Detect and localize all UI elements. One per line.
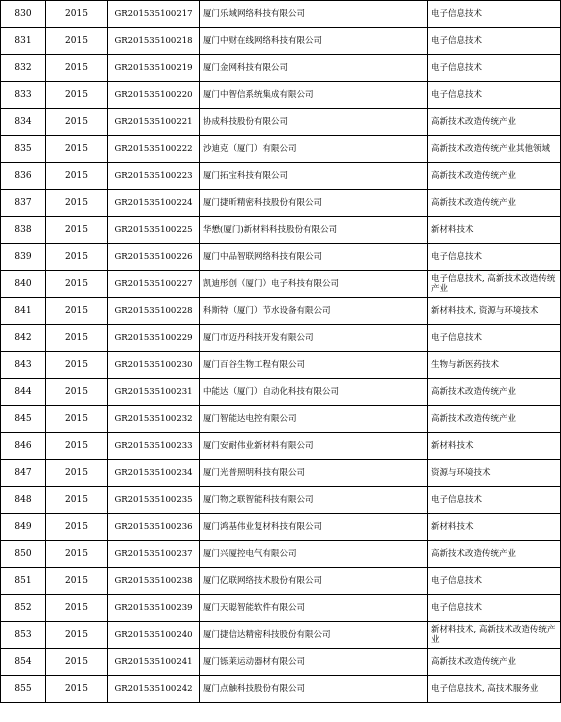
- cell-company-name: 厦门中财在线网络科技有限公司: [200, 28, 428, 55]
- cell-year: 2015: [46, 406, 108, 433]
- cell-tech-field: 电子信息技术, 高新技术改造传统产业: [428, 271, 561, 298]
- cell-seq: 831: [1, 28, 46, 55]
- cell-tech-field: 高新技术改造传统产业: [428, 541, 561, 568]
- table-row: [1, 676, 561, 703]
- cell-year: 2015: [46, 595, 108, 622]
- cell-year: 2015: [46, 217, 108, 244]
- cell-year: 2015: [46, 379, 108, 406]
- cell-cert-number: GR201535100226: [108, 244, 200, 271]
- cell-tech-field: 新材料技术: [428, 217, 561, 244]
- cell-year: 2015: [46, 541, 108, 568]
- cell-cert-number: GR201535100241: [108, 649, 200, 676]
- table-row: [1, 622, 561, 649]
- cell-company-name: 厦门点触科技股份有限公司: [200, 676, 428, 703]
- cell-cert-number: GR201535100217: [108, 1, 200, 28]
- cell-company-name: 厦门兴厦控电气有限公司: [200, 541, 428, 568]
- cell-company-name: 厦门物之联智能科技有限公司: [200, 487, 428, 514]
- cell-tech-field: 高新技术改造传统产业: [428, 649, 561, 676]
- cell-tech-field: 高新技术改造传统产业: [428, 190, 561, 217]
- cell-seq: 846: [1, 433, 46, 460]
- cell-cert-number: GR201535100227: [108, 271, 200, 298]
- cell-company-name: 中能达（厦门）自动化科技有限公司: [200, 379, 428, 406]
- table-row: [1, 541, 561, 568]
- cell-company-name: 厦门光普照明科技有限公司: [200, 460, 428, 487]
- cell-seq: 833: [1, 82, 46, 109]
- cell-year: 2015: [46, 676, 108, 703]
- table-row: [1, 379, 561, 406]
- cell-seq: 848: [1, 487, 46, 514]
- cell-tech-field: 新材料技术: [428, 514, 561, 541]
- cell-company-name: 科斯特（厦门）节水设备有限公司: [200, 298, 428, 325]
- cell-seq: 850: [1, 541, 46, 568]
- cell-cert-number: GR201535100237: [108, 541, 200, 568]
- cell-tech-field: 电子信息技术: [428, 82, 561, 109]
- table-row: [1, 460, 561, 487]
- cell-tech-field: 新材料技术, 资源与环境技术: [428, 298, 561, 325]
- cell-year: 2015: [46, 55, 108, 82]
- cell-cert-number: GR201535100238: [108, 568, 200, 595]
- cell-cert-number: GR201535100242: [108, 676, 200, 703]
- cell-cert-number: GR201535100235: [108, 487, 200, 514]
- cell-year: 2015: [46, 244, 108, 271]
- cell-year: 2015: [46, 325, 108, 352]
- cell-seq: 845: [1, 406, 46, 433]
- cell-company-name: 厦门拓宝科技有限公司: [200, 163, 428, 190]
- cell-year: 2015: [46, 460, 108, 487]
- cell-seq: 844: [1, 379, 46, 406]
- cell-company-name: 凯迪彤创（厦门）电子科技有限公司: [200, 271, 428, 298]
- cell-company-name: 厦门鸿基伟业复材科技有限公司: [200, 514, 428, 541]
- table-row: [1, 352, 561, 379]
- cell-seq: 832: [1, 55, 46, 82]
- cell-year: 2015: [46, 649, 108, 676]
- cell-tech-field: 高新技术改造传统产业: [428, 109, 561, 136]
- cell-tech-field: 高新技术改造传统产业其他领域: [428, 136, 561, 163]
- cell-cert-number: GR201535100225: [108, 217, 200, 244]
- cell-cert-number: GR201535100232: [108, 406, 200, 433]
- cell-seq: 855: [1, 676, 46, 703]
- cell-company-name: 华懋(厦门)新材料科技股份有限公司: [200, 217, 428, 244]
- table-body: [1, 1, 561, 703]
- cell-year: 2015: [46, 298, 108, 325]
- cell-tech-field: 电子信息技术: [428, 568, 561, 595]
- cell-tech-field: 电子信息技术: [428, 28, 561, 55]
- cell-tech-field: 资源与环境技术: [428, 460, 561, 487]
- table-row: [1, 325, 561, 352]
- cell-company-name: 厦门亿联网络技术股份有限公司: [200, 568, 428, 595]
- table-row: [1, 487, 561, 514]
- table-row: [1, 271, 561, 298]
- cell-seq: 843: [1, 352, 46, 379]
- cell-seq: 847: [1, 460, 46, 487]
- cell-cert-number: GR201535100223: [108, 163, 200, 190]
- cell-year: 2015: [46, 568, 108, 595]
- cell-company-name: 厦门乐域网络科技有限公司: [200, 1, 428, 28]
- table-row: [1, 433, 561, 460]
- cell-year: 2015: [46, 433, 108, 460]
- cell-company-name: 厦门安耐伟业新材料有限公司: [200, 433, 428, 460]
- cell-year: 2015: [46, 1, 108, 28]
- cell-company-name: 厦门百谷生物工程有限公司: [200, 352, 428, 379]
- cell-tech-field: 高新技术改造传统产业: [428, 379, 561, 406]
- cell-cert-number: GR201535100220: [108, 82, 200, 109]
- cell-company-name: 厦门天聪智能软件有限公司: [200, 595, 428, 622]
- cell-seq: 840: [1, 271, 46, 298]
- cell-tech-field: 高新技术改造传统产业: [428, 406, 561, 433]
- cell-company-name: 厦门金网科技有限公司: [200, 55, 428, 82]
- cell-seq: 835: [1, 136, 46, 163]
- cell-tech-field: 新材料技术, 高新技术改造传统产业: [428, 622, 561, 649]
- cell-cert-number: GR201535100219: [108, 55, 200, 82]
- cell-tech-field: 新材料技术: [428, 433, 561, 460]
- cell-seq: 842: [1, 325, 46, 352]
- table-row: [1, 1, 561, 28]
- cell-year: 2015: [46, 622, 108, 649]
- cell-company-name: 厦门捷信达精密科技股份有限公司: [200, 622, 428, 649]
- table-row: [1, 244, 561, 271]
- table-row: [1, 136, 561, 163]
- table-row: [1, 649, 561, 676]
- cell-tech-field: 电子信息技术: [428, 244, 561, 271]
- cell-cert-number: GR201535100222: [108, 136, 200, 163]
- cell-year: 2015: [46, 163, 108, 190]
- cell-cert-number: GR201535100224: [108, 190, 200, 217]
- cell-company-name: 厦门智能达电控有限公司: [200, 406, 428, 433]
- cell-company-name: 厦门中品智联网络科技有限公司: [200, 244, 428, 271]
- cell-cert-number: GR201535100231: [108, 379, 200, 406]
- cell-company-name: 厦门中智信系统集成有限公司: [200, 82, 428, 109]
- table-row: [1, 595, 561, 622]
- cell-seq: 853: [1, 622, 46, 649]
- cell-company-name: 厦门市迈丹科技开发有限公司: [200, 325, 428, 352]
- cell-seq: 837: [1, 190, 46, 217]
- cell-year: 2015: [46, 82, 108, 109]
- cell-seq: 839: [1, 244, 46, 271]
- cell-seq: 838: [1, 217, 46, 244]
- cell-year: 2015: [46, 487, 108, 514]
- cell-company-name: 厦门铄莱运动器材有限公司: [200, 649, 428, 676]
- cell-seq: 852: [1, 595, 46, 622]
- table-row: [1, 28, 561, 55]
- table-row: [1, 568, 561, 595]
- table-row: [1, 55, 561, 82]
- table-row: [1, 514, 561, 541]
- cell-tech-field: 电子信息技术: [428, 1, 561, 28]
- table-row: [1, 406, 561, 433]
- table-row: [1, 163, 561, 190]
- cell-year: 2015: [46, 514, 108, 541]
- cell-tech-field: 电子信息技术: [428, 55, 561, 82]
- cell-year: 2015: [46, 136, 108, 163]
- table-row: [1, 109, 561, 136]
- cell-tech-field: 电子信息技术: [428, 325, 561, 352]
- cell-company-name: 厦门捷昕精密科技股份有限公司: [200, 190, 428, 217]
- cell-seq: 849: [1, 514, 46, 541]
- cell-seq: 836: [1, 163, 46, 190]
- cell-year: 2015: [46, 190, 108, 217]
- cell-year: 2015: [46, 28, 108, 55]
- cell-cert-number: GR201535100221: [108, 109, 200, 136]
- cell-cert-number: GR201535100234: [108, 460, 200, 487]
- cell-tech-field: 电子信息技术: [428, 487, 561, 514]
- cell-cert-number: GR201535100239: [108, 595, 200, 622]
- cell-seq: 841: [1, 298, 46, 325]
- cell-seq: 834: [1, 109, 46, 136]
- table-row: [1, 298, 561, 325]
- table-row: [1, 217, 561, 244]
- cell-cert-number: GR201535100228: [108, 298, 200, 325]
- cell-seq: 851: [1, 568, 46, 595]
- cell-tech-field: 生物与新医药技术: [428, 352, 561, 379]
- cell-seq: 830: [1, 1, 46, 28]
- cell-cert-number: GR201535100240: [108, 622, 200, 649]
- cell-seq: 854: [1, 649, 46, 676]
- cell-cert-number: GR201535100230: [108, 352, 200, 379]
- cell-cert-number: GR201535100229: [108, 325, 200, 352]
- table-row: [1, 190, 561, 217]
- cell-year: 2015: [46, 271, 108, 298]
- cell-cert-number: GR201535100218: [108, 28, 200, 55]
- cell-year: 2015: [46, 109, 108, 136]
- cell-cert-number: GR201535100236: [108, 514, 200, 541]
- cell-tech-field: 电子信息技术: [428, 595, 561, 622]
- cell-tech-field: 电子信息技术, 高技术服务业: [428, 676, 561, 703]
- cell-company-name: 协成科技股份有限公司: [200, 109, 428, 136]
- cell-company-name: 沙迪克（厦门）有限公司: [200, 136, 428, 163]
- table-row: [1, 82, 561, 109]
- cell-cert-number: GR201535100233: [108, 433, 200, 460]
- cell-year: 2015: [46, 352, 108, 379]
- cell-tech-field: 高新技术改造传统产业: [428, 163, 561, 190]
